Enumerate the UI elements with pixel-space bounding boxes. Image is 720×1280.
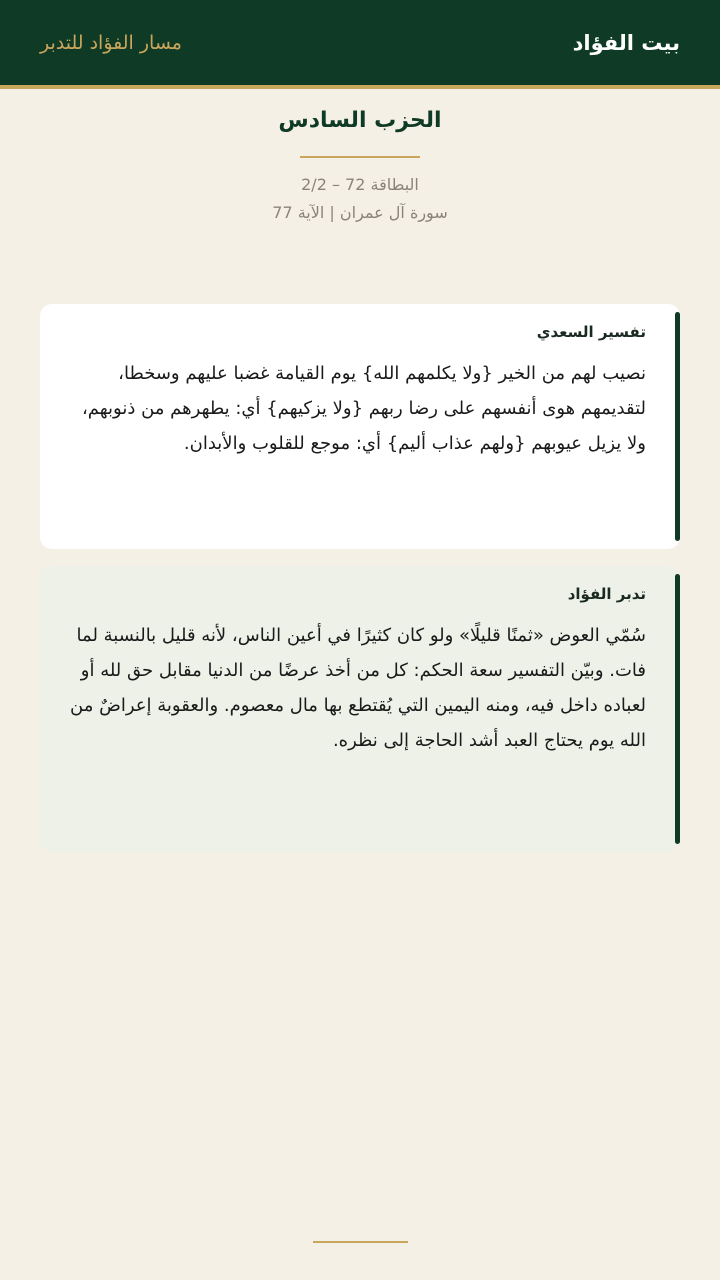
- title-divider: [300, 156, 420, 158]
- tafsir-panel: [40, 304, 680, 549]
- header-divider: [0, 85, 720, 89]
- tadabbur-panel: [40, 566, 680, 852]
- section-header: [0, 106, 720, 224]
- tadabbur-label: تدبر الفؤاد: [567, 585, 646, 603]
- top-bar: [0, 0, 720, 85]
- app-title: بيت الفؤاد: [572, 30, 680, 55]
- footer-divider: [313, 1241, 408, 1243]
- tadabbur-path-link[interactable]: مسار الفؤاد للتدبر: [40, 31, 182, 54]
- section-title: الحزب السادس: [278, 108, 442, 133]
- tafsir-label: تفسير السعدي: [536, 323, 646, 341]
- verse-reference: سورة آل عمران | الآية 77: [272, 203, 448, 222]
- tafsir-text: نصيب لهم من الخير {ولا يكلمهم الله} يوم القيامة غضبا عليهم وسخطا، لتقديمهم هوى أنفسهم على رضا ربهم {ولا يزكيهم} أي: يطهرهم من ذنوبهم، ولا يزيل عيوبهم {ولهم عذاب أليم} أي: موجع للقلوب والأبدان.: [81, 363, 646, 454]
- card-reference: البطاقة 72 – 2/2: [301, 175, 419, 194]
- tadabbur-text: سُمّي العوض «ثمنًا قليلًا» ولو كان كثيرًا في أعين الناس، لأنه قليل بالنسبة لما فات. وبيّن التفسير سعة الحكم: كل من أخذ عرضًا من الدنيا مقابل حق لله أو لعباده داخل فيه، ومنه اليمين التي يُقتطع بها مال معصوم. والعقوبة إعراضٌ من الله يوم يحتاج العبد أشد الحاجة إلى نظره.: [70, 625, 646, 751]
